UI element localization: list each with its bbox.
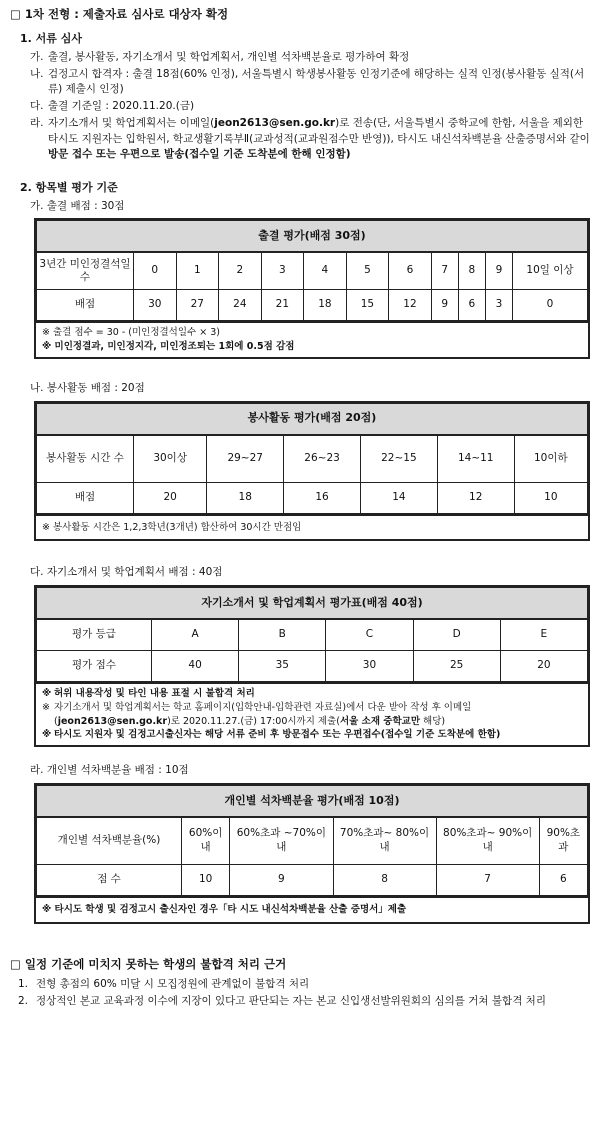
row-label: 3년간 미인정결석일수: [37, 252, 134, 290]
note-line: [42, 687, 582, 701]
item-text: 검정고시 합격자 : 출결 18점(60% 인정), 서울특별시 학생봉사활동 인정기준에 해당하는 실적 인정(봉사활동 실적(서류) 제출시 인정): [48, 67, 585, 96]
table-cell: 10: [514, 482, 587, 513]
note-2a: 자기소개서 및 학업계획서는 학교 홈페이지(입학안내-입학관련 자료실)에서 다운 받아 작성 후 이메일(: [54, 701, 472, 727]
table-cell: 24: [219, 290, 262, 321]
list-item: [30, 50, 590, 66]
item-text: 출결 기준일 : 2020.11.20.(금): [48, 100, 195, 112]
attendance-table-title: 출결 평가(배점 30점): [37, 221, 588, 253]
volunteer-table-title: 봉사활동 평가(배점 20점): [37, 403, 588, 435]
list-item: [18, 977, 590, 993]
note-text: 타시도 지원자 및 검정고시출신자는 해당 서류 준비 후 방문접수 또는 우편접수(접수일 기준 도착분에 한함): [54, 729, 501, 741]
note-line: [42, 701, 582, 729]
note-2b: )로 2020.11.27.(금) 17:00시까지 제출(: [167, 715, 340, 727]
table-cell: 35: [239, 651, 326, 682]
row-label: 평가 등급: [37, 619, 152, 651]
note-2-bold: 서울 소재 중학교만: [339, 715, 421, 727]
note-line: [42, 728, 582, 742]
item-text: [48, 116, 590, 163]
table-cell: 20: [500, 651, 587, 682]
attendance-label-text: 가. 출결 배점 : 30점: [30, 199, 125, 212]
table-cell: 6: [389, 252, 432, 290]
note-mark: ※: [42, 701, 50, 713]
table-row: [37, 651, 588, 682]
table-cell: 6: [539, 864, 587, 895]
table-cell: 0: [513, 290, 588, 321]
list-item: [18, 994, 590, 1010]
note-2c: 해당): [420, 715, 446, 727]
table-cell: 5: [346, 252, 389, 290]
table-cell: 25: [413, 651, 500, 682]
table-cell: 3: [485, 290, 512, 321]
item-marker: 1.: [18, 977, 29, 990]
table-cell: 30이상: [134, 435, 207, 483]
table-cell: 21: [261, 290, 304, 321]
volunteer-note: ※ 봉사활동 시간은 1,2,3학년(3개년) 합산하여 30시간 만점임: [36, 514, 588, 540]
list-item: [30, 116, 590, 163]
table-cell: 16: [284, 482, 361, 513]
attendance-label: [30, 199, 590, 215]
table-cell: A: [152, 619, 239, 651]
table-cell: 29~27: [207, 435, 284, 483]
table-cell: 15: [346, 290, 389, 321]
table-cell: 10일 이상: [513, 252, 588, 290]
table-cell: 22~15: [360, 435, 437, 483]
item-marker: 라.: [30, 116, 44, 129]
table-cell: 4: [304, 252, 347, 290]
item-marker: 나.: [30, 67, 44, 80]
table-cell: 0: [134, 252, 177, 290]
table-cell: 14~11: [437, 435, 514, 483]
item-marker: 2.: [18, 994, 29, 1007]
row-label: 배점: [37, 290, 134, 321]
note-mark: ※: [42, 688, 52, 700]
row-label: 점 수: [37, 864, 182, 895]
volunteer-label: [30, 381, 590, 397]
document-review-heading: 1. 서류 심사: [20, 32, 82, 46]
table-row: [37, 435, 588, 483]
essay-label-text: 다. 자기소개서 및 학업계획서 배점 : 40점: [30, 566, 223, 579]
list-item: [30, 99, 590, 115]
table-cell: 9: [485, 252, 512, 290]
ra-text-2: )로 전송(단, 서울특별시 중학교에 한함, 서울을 제외한 타시도 지원자는 입학원서, 학교생활기록부Ⅱ(교과성적(교과원점수만 반영)), 타시도 내신석차백분율 산출증명서와 같이: [48, 116, 590, 145]
volunteer-table-box: [34, 401, 590, 542]
section-1-title: □ 1차 전형 : 제출자료 심사로 대상자 확정: [10, 7, 229, 21]
section-3-title: □ 일정 기준에 미치지 못하는 학생의 불합격 처리 근거: [10, 956, 287, 971]
table-cell: 80%초과~ 90%이내: [436, 817, 539, 865]
table-cell: 12: [437, 482, 514, 513]
table-cell: 30: [326, 651, 413, 682]
table-cell: 2: [219, 252, 262, 290]
note-text: [54, 701, 582, 729]
table-cell: 60%초과 ~70%이내: [230, 817, 333, 865]
table-row: [37, 482, 588, 513]
item-text: 전형 총점의 60% 미달 시 모집정원에 관계없이 불합격 처리: [36, 977, 310, 990]
item-marker: 가.: [30, 50, 44, 63]
table-row: [37, 290, 588, 321]
list-item: [30, 67, 590, 99]
table-cell: 10이하: [514, 435, 587, 483]
table-cell: 12: [389, 290, 432, 321]
note-line: ※ 출결 점수 = 30 - (미인정결석일수 × 3): [42, 327, 220, 339]
table-cell: 10: [182, 864, 230, 895]
table-cell: 7: [431, 252, 458, 290]
table-cell: 26~23: [284, 435, 361, 483]
rank-table-box: [34, 783, 590, 924]
table-cell: 1: [176, 252, 219, 290]
ra-text-1: 자기소개서 및 학업계획서는 이메일(: [48, 116, 215, 129]
table-row: [37, 252, 588, 290]
table-cell: D: [413, 619, 500, 651]
note-2-email: jeon2613@sen.go.kr: [57, 715, 168, 727]
table-cell: 7: [436, 864, 539, 895]
essay-table-box: [34, 585, 590, 747]
volunteer-table: [36, 403, 588, 514]
rank-table-title: 개인별 석차백분율 평가(배점 10점): [37, 785, 588, 817]
table-cell: C: [326, 619, 413, 651]
rank-note: ※ 타시도 학생 및 검정고시 출신자인 경우「타 시도 내신석차백분율 산출 증명서」제출: [36, 896, 588, 922]
row-label: 평가 점수: [37, 651, 152, 682]
table-cell: 18: [304, 290, 347, 321]
table-cell: 18: [207, 482, 284, 513]
table-cell: 6: [458, 290, 485, 321]
table-cell: 14: [360, 482, 437, 513]
table-cell: B: [239, 619, 326, 651]
note-line: ※ 미인정결과, 미인정지각, 미인정조퇴는 1회에 0.5점 감점: [42, 341, 295, 353]
table-cell: 3: [261, 252, 304, 290]
item-text: 정상적인 본교 교육과정 이수에 지장이 있다고 판단되는 자는 본교 신입생선발위원회의 심의를 거쳐 불합격 처리: [36, 994, 546, 1007]
table-row: [37, 864, 588, 895]
table-cell: E: [500, 619, 587, 651]
row-label: 배점: [37, 482, 134, 513]
attendance-table-box: [34, 218, 590, 359]
attendance-note: [36, 321, 588, 357]
rank-label: [30, 763, 590, 779]
table-cell: 20: [134, 482, 207, 513]
table-row: [37, 619, 588, 651]
essay-table-title: 자기소개서 및 학업계획서 평가표(배점 40점): [37, 588, 588, 620]
ra-bold-text: 방문 접수 또는 우편으로 발송(접수일 기준 도착분에 한해 인정함): [48, 148, 351, 161]
attendance-table: [36, 220, 588, 321]
table-cell: 30: [134, 290, 177, 321]
essay-table: [36, 587, 588, 682]
table-cell: 8: [458, 252, 485, 290]
item-marker: 다.: [30, 100, 44, 112]
rank-table: [36, 785, 588, 896]
table-cell: 9: [230, 864, 333, 895]
table-cell: 70%초과~ 80%이내: [333, 817, 436, 865]
note-text: 허위 내용작성 및 타인 내용 표절 시 불합격 처리: [54, 688, 255, 700]
table-cell: 27: [176, 290, 219, 321]
essay-label: [30, 565, 590, 581]
row-label: 봉사활동 시간 수: [37, 435, 134, 483]
table-cell: 60%이내: [182, 817, 230, 865]
table-row: [37, 817, 588, 865]
essay-note: [36, 682, 588, 745]
table-cell: 9: [431, 290, 458, 321]
table-cell: 40: [152, 651, 239, 682]
table-cell: 90%초과: [539, 817, 587, 865]
volunteer-label-text: 나. 봉사활동 배점 : 20점: [30, 381, 145, 394]
note-mark: ※: [42, 729, 52, 741]
table-cell: 8: [333, 864, 436, 895]
ra-email: jeon2613@sen.go.kr: [214, 116, 336, 129]
criteria-heading: 2. 항목별 평가 기준: [20, 181, 118, 194]
row-label: 개인별 석차백분율(%): [37, 817, 182, 865]
rank-label-text: 라. 개인별 석차백분율 배점 : 10점: [30, 764, 189, 777]
item-text: 출결, 봉사활동, 자기소개서 및 학업계획서, 개인별 석차백분율로 평가하여 확정: [48, 50, 410, 63]
